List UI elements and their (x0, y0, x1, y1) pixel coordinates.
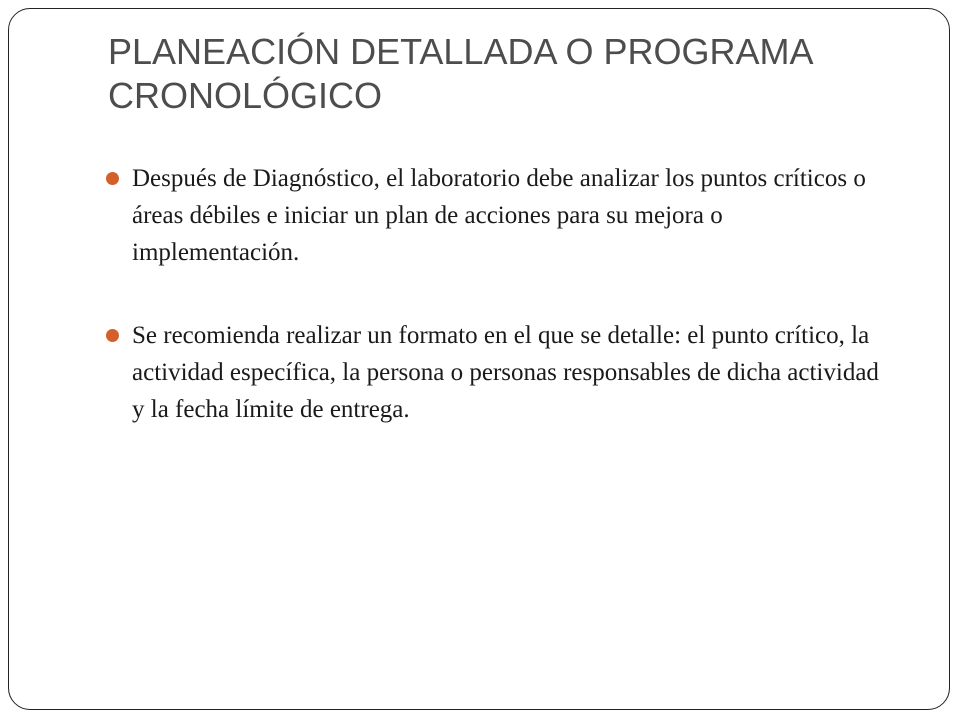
bullet-list (104, 160, 894, 474)
bullet-text: Después de Diagnóstico, el laboratorio debe analizar los puntos críticos o áreas débiles e iniciar un plan de acciones para su mejora o implementación. (132, 165, 866, 266)
bullet-dot-icon (106, 172, 119, 185)
slide-title: PLANEACIÓN DETALLADA O PROGRAMA CRONOLÓGICO (108, 31, 812, 116)
bullet-item (104, 317, 894, 428)
bullet-text: Se recomienda realizar un formato en el que se detalle: el punto crítico, la actividad específica, la persona o personas responsables de dicha actividad y la fecha límite de entrega. (132, 322, 879, 423)
bullet-dot-icon (106, 329, 119, 342)
bullet-item (104, 160, 894, 271)
